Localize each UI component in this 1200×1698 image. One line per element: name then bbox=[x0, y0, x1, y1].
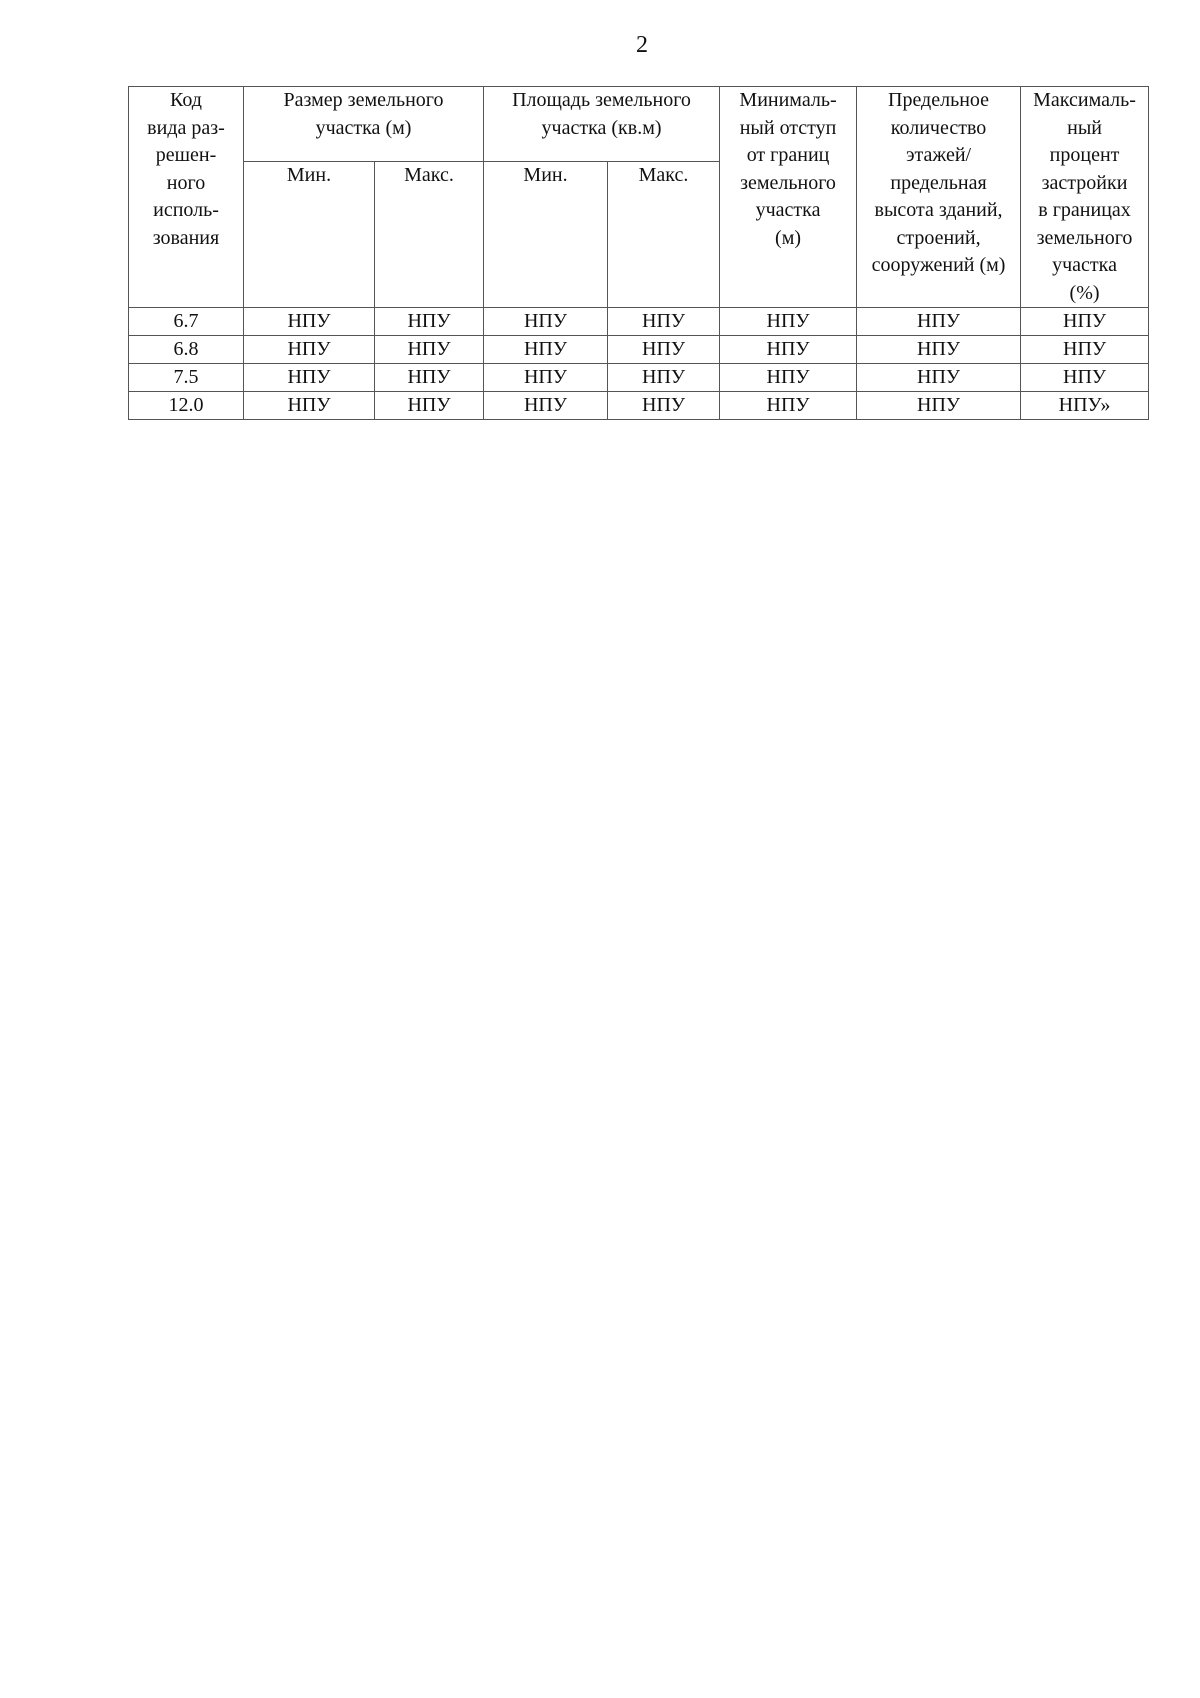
table-cell: НПУ bbox=[857, 336, 1021, 364]
header-plot-size-label: Размер земельного участка (м) bbox=[283, 89, 444, 139]
table-cell: НПУ bbox=[375, 392, 484, 420]
header-plot-size-max: Макс. bbox=[375, 162, 484, 308]
table-cell: НПУ bbox=[375, 364, 484, 392]
table-cell-code: 6.7 bbox=[129, 308, 244, 336]
table-cell: НПУ bbox=[375, 308, 484, 336]
table-cell: НПУ bbox=[720, 308, 857, 336]
table-row bbox=[129, 392, 1149, 420]
table-cell: НПУ bbox=[375, 336, 484, 364]
table-cell: НПУ bbox=[244, 364, 375, 392]
page-number: 2 bbox=[636, 32, 648, 58]
header-max-coverage bbox=[1021, 87, 1149, 308]
table-cell: НПУ bbox=[1021, 308, 1149, 336]
table-cell-code: 7.5 bbox=[129, 364, 244, 392]
header-plot-size-min: Мин. bbox=[244, 162, 375, 308]
header-plot-area-max: Макс. bbox=[608, 162, 720, 308]
header-plot-area-min: Мин. bbox=[484, 162, 608, 308]
table-cell: НПУ bbox=[608, 392, 720, 420]
table-cell: НПУ bbox=[857, 308, 1021, 336]
table-cell: НПУ bbox=[608, 336, 720, 364]
header-plot-size bbox=[244, 87, 484, 162]
header-code-label: Код вида раз- решен- ного исполь- зования bbox=[147, 89, 225, 249]
table-row bbox=[129, 336, 1149, 364]
table-cell-code: 12.0 bbox=[129, 392, 244, 420]
table-header-row bbox=[129, 87, 1149, 162]
header-min-setback-label: Минималь- ный отступ от границ земельного участка (м) bbox=[739, 89, 837, 249]
table-cell: НПУ bbox=[720, 364, 857, 392]
table-cell: НПУ bbox=[244, 392, 375, 420]
header-plot-area-label: Площадь земельного участка (кв.м) bbox=[512, 89, 691, 139]
table-cell: НПУ bbox=[484, 308, 608, 336]
table-cell: НПУ bbox=[857, 392, 1021, 420]
table-row bbox=[129, 364, 1149, 392]
table-cell: НПУ bbox=[608, 308, 720, 336]
table-cell: НПУ bbox=[720, 392, 857, 420]
table-cell: НПУ bbox=[857, 364, 1021, 392]
header-code bbox=[129, 87, 244, 308]
land-use-parameters-table bbox=[128, 86, 1149, 420]
table-row bbox=[129, 308, 1149, 336]
header-plot-area bbox=[484, 87, 720, 162]
header-max-floors bbox=[857, 87, 1021, 308]
table-cell-code: 6.8 bbox=[129, 336, 244, 364]
header-max-coverage-label: Максималь- ный процент застройки в границах земельного участка (%) bbox=[1033, 89, 1136, 304]
table-cell: НПУ bbox=[484, 364, 608, 392]
table-cell: НПУ bbox=[244, 308, 375, 336]
table-cell: НПУ bbox=[1021, 364, 1149, 392]
table-cell: НПУ bbox=[484, 336, 608, 364]
table-cell: НПУ bbox=[1021, 336, 1149, 364]
header-max-floors-label: Предельное количество этажей/ предельная высота зданий, строений, сооружений (м) bbox=[871, 89, 1006, 276]
table-cell: НПУ» bbox=[1021, 392, 1149, 420]
table-cell: НПУ bbox=[608, 364, 720, 392]
table-body bbox=[129, 308, 1149, 420]
table-cell: НПУ bbox=[484, 392, 608, 420]
table-cell: НПУ bbox=[244, 336, 375, 364]
table-cell: НПУ bbox=[720, 336, 857, 364]
header-min-setback bbox=[720, 87, 857, 308]
